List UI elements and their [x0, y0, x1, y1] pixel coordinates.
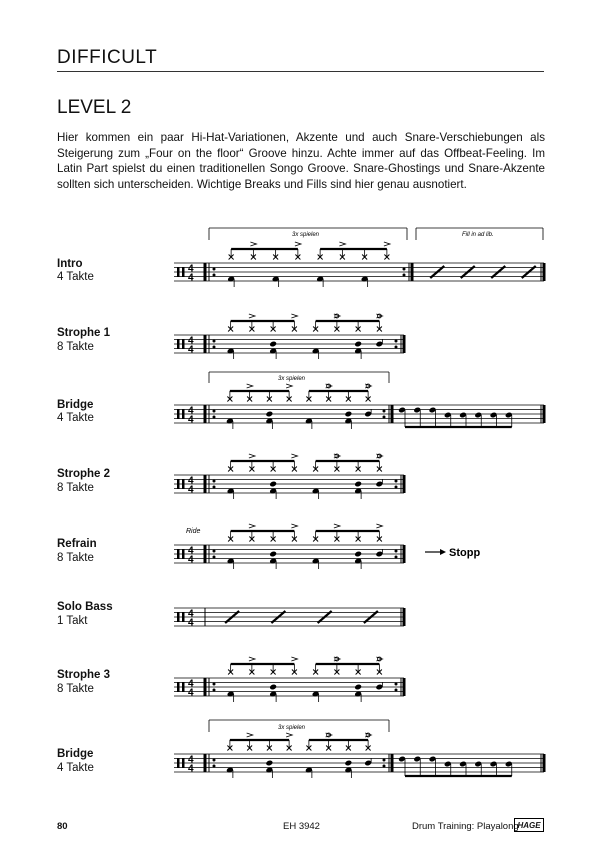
accent-mark [247, 384, 253, 388]
repeat-dot [395, 340, 398, 343]
percussion-clef [182, 758, 185, 768]
repeat-dot [213, 274, 216, 277]
percussion-clef [177, 267, 180, 277]
repeat-dot [395, 689, 398, 692]
page-title: DIFFICULT [57, 47, 158, 68]
time-signature-bottom: 4 [188, 687, 194, 699]
section-title-solo-bass: Solo Bass [57, 601, 113, 613]
section-title-strophe-2: Strophe 2 [57, 468, 111, 480]
section-length-strophe-2: 8 Takte [57, 482, 94, 494]
percussion-clef [182, 682, 185, 692]
snare-note [344, 411, 352, 418]
repeat-dot [213, 410, 216, 413]
repeat-dot [213, 689, 216, 692]
repeat-dot [403, 274, 406, 277]
repeat-instruction: 3x spielen [278, 376, 306, 382]
repeat-dot [213, 340, 216, 343]
section-title-intro: Intro [57, 258, 83, 270]
repeat-dot [213, 480, 216, 483]
publisher-logo: HAGE [514, 818, 544, 832]
repeat-dot [395, 556, 398, 559]
repeat-dot [395, 550, 398, 553]
accent-mark [291, 524, 297, 528]
repeat-dot [213, 346, 216, 349]
time-signature-top: 4 [188, 608, 194, 620]
repeat-dot [395, 683, 398, 686]
ride-label: Ride [186, 528, 201, 535]
intro-paragraph: Hier kommen ein paar Hi-Hat-Variationen, Akzente und auch Snare-Verschiebungen als Steigerung zum „Four on the floor“ Groove hinzu. Achte immer auf das Offbeat-Feeling. Im Latin Part spielst du einen traditionellen Songo Groove. Snare-Ghostings und Snare-Akzente sollten sich unterscheiden. Wichtige Breaks und Fills sind hier genau ausnotiert. [57, 131, 545, 191]
section-length-intro: 4 Takte [57, 271, 94, 283]
accent-mark [334, 524, 340, 528]
fill-instruction: Fill in ad lib. [462, 232, 494, 238]
accent-mark [295, 242, 301, 246]
repeat-dot [213, 268, 216, 271]
repeat-dot [383, 410, 386, 413]
snare-note [354, 551, 362, 558]
accent-mark [249, 454, 255, 458]
repeat-dot [395, 486, 398, 489]
repeat-dot [213, 416, 216, 419]
percussion-clef [182, 267, 185, 277]
accent-mark [249, 524, 255, 528]
snare-note [269, 481, 277, 488]
time-signature-bottom: 4 [188, 484, 194, 496]
time-signature-bottom: 4 [188, 763, 194, 775]
repeat-dot [383, 759, 386, 762]
repeat-dot [383, 765, 386, 768]
repeat-dot [383, 416, 386, 419]
section-length-strophe-1: 8 Takte [57, 341, 94, 353]
repeat-dot [403, 268, 406, 271]
percussion-clef [177, 409, 180, 419]
repeat-dot [213, 759, 216, 762]
time-signature-top: 4 [188, 405, 194, 417]
accent-mark [249, 314, 255, 318]
section-title-strophe-3: Strophe 3 [57, 669, 111, 681]
page-number: 80 [57, 821, 68, 832]
section-title-strophe-1: Strophe 1 [57, 327, 111, 339]
percussion-clef [182, 409, 185, 419]
percussion-clef [177, 479, 180, 489]
time-signature-bottom: 4 [188, 414, 194, 426]
accent-mark [291, 454, 297, 458]
book-title: Drum Training: Playalong [412, 821, 519, 832]
stopp-label: Stopp [449, 547, 481, 559]
edition-code: EH 3942 [283, 821, 320, 832]
repeat-dot [213, 486, 216, 489]
repeat-dot [395, 480, 398, 483]
accent-mark [376, 524, 382, 528]
repeat-instruction: 3x spielen [278, 725, 306, 731]
section-length-strophe-3: 8 Takte [57, 683, 94, 695]
percussion-clef [182, 479, 185, 489]
section-length-solo-bass: 1 Takt [57, 615, 88, 627]
repeat-dot [395, 346, 398, 349]
accent-mark [291, 657, 297, 661]
accent-mark [339, 242, 345, 246]
repeat-instruction: 3x spielen [292, 232, 320, 238]
snare-note [265, 760, 273, 767]
repeat-dot [213, 556, 216, 559]
percussion-clef [177, 339, 180, 349]
time-signature-bottom: 4 [188, 554, 194, 566]
accent-mark [286, 733, 292, 737]
repeat-dot [213, 550, 216, 553]
percussion-clef [177, 549, 180, 559]
snare-note [265, 411, 273, 418]
time-signature-top: 4 [188, 545, 194, 557]
percussion-clef [177, 758, 180, 768]
percussion-clef [177, 612, 180, 622]
snare-note [269, 551, 277, 558]
percussion-clef [182, 339, 185, 349]
time-signature-bottom: 4 [188, 344, 194, 356]
accent-mark [384, 242, 390, 246]
accent-mark [291, 314, 297, 318]
section-title-refrain: Refrain [57, 538, 97, 550]
arrow-head [440, 549, 446, 555]
snare-note [344, 760, 352, 767]
time-signature-top: 4 [188, 475, 194, 487]
percussion-clef [182, 549, 185, 559]
accent-mark [286, 384, 292, 388]
time-signature-top: 4 [188, 335, 194, 347]
section-length-bridge-1: 4 Takte [57, 412, 94, 424]
snare-note [354, 684, 362, 691]
snare-note [269, 684, 277, 691]
time-signature-top: 4 [188, 678, 194, 690]
accent-mark [250, 242, 256, 246]
percussion-clef [182, 612, 185, 622]
snare-note [269, 341, 277, 348]
time-signature-top: 4 [188, 263, 194, 275]
section-title-bridge-1: Bridge [57, 399, 94, 411]
accent-mark [247, 733, 253, 737]
section-title-bridge-2: Bridge [57, 748, 94, 760]
repeat-dot [213, 765, 216, 768]
snare-note [354, 481, 362, 488]
time-signature-bottom: 4 [188, 617, 194, 629]
section-length-refrain: 8 Takte [57, 552, 94, 564]
time-signature-top: 4 [188, 754, 194, 766]
repeat-dot [213, 683, 216, 686]
time-signature-bottom: 4 [188, 272, 194, 284]
accent-mark [249, 657, 255, 661]
level-heading: LEVEL 2 [57, 97, 132, 118]
snare-note [354, 341, 362, 348]
section-length-bridge-2: 4 Takte [57, 762, 94, 774]
percussion-clef [177, 682, 180, 692]
